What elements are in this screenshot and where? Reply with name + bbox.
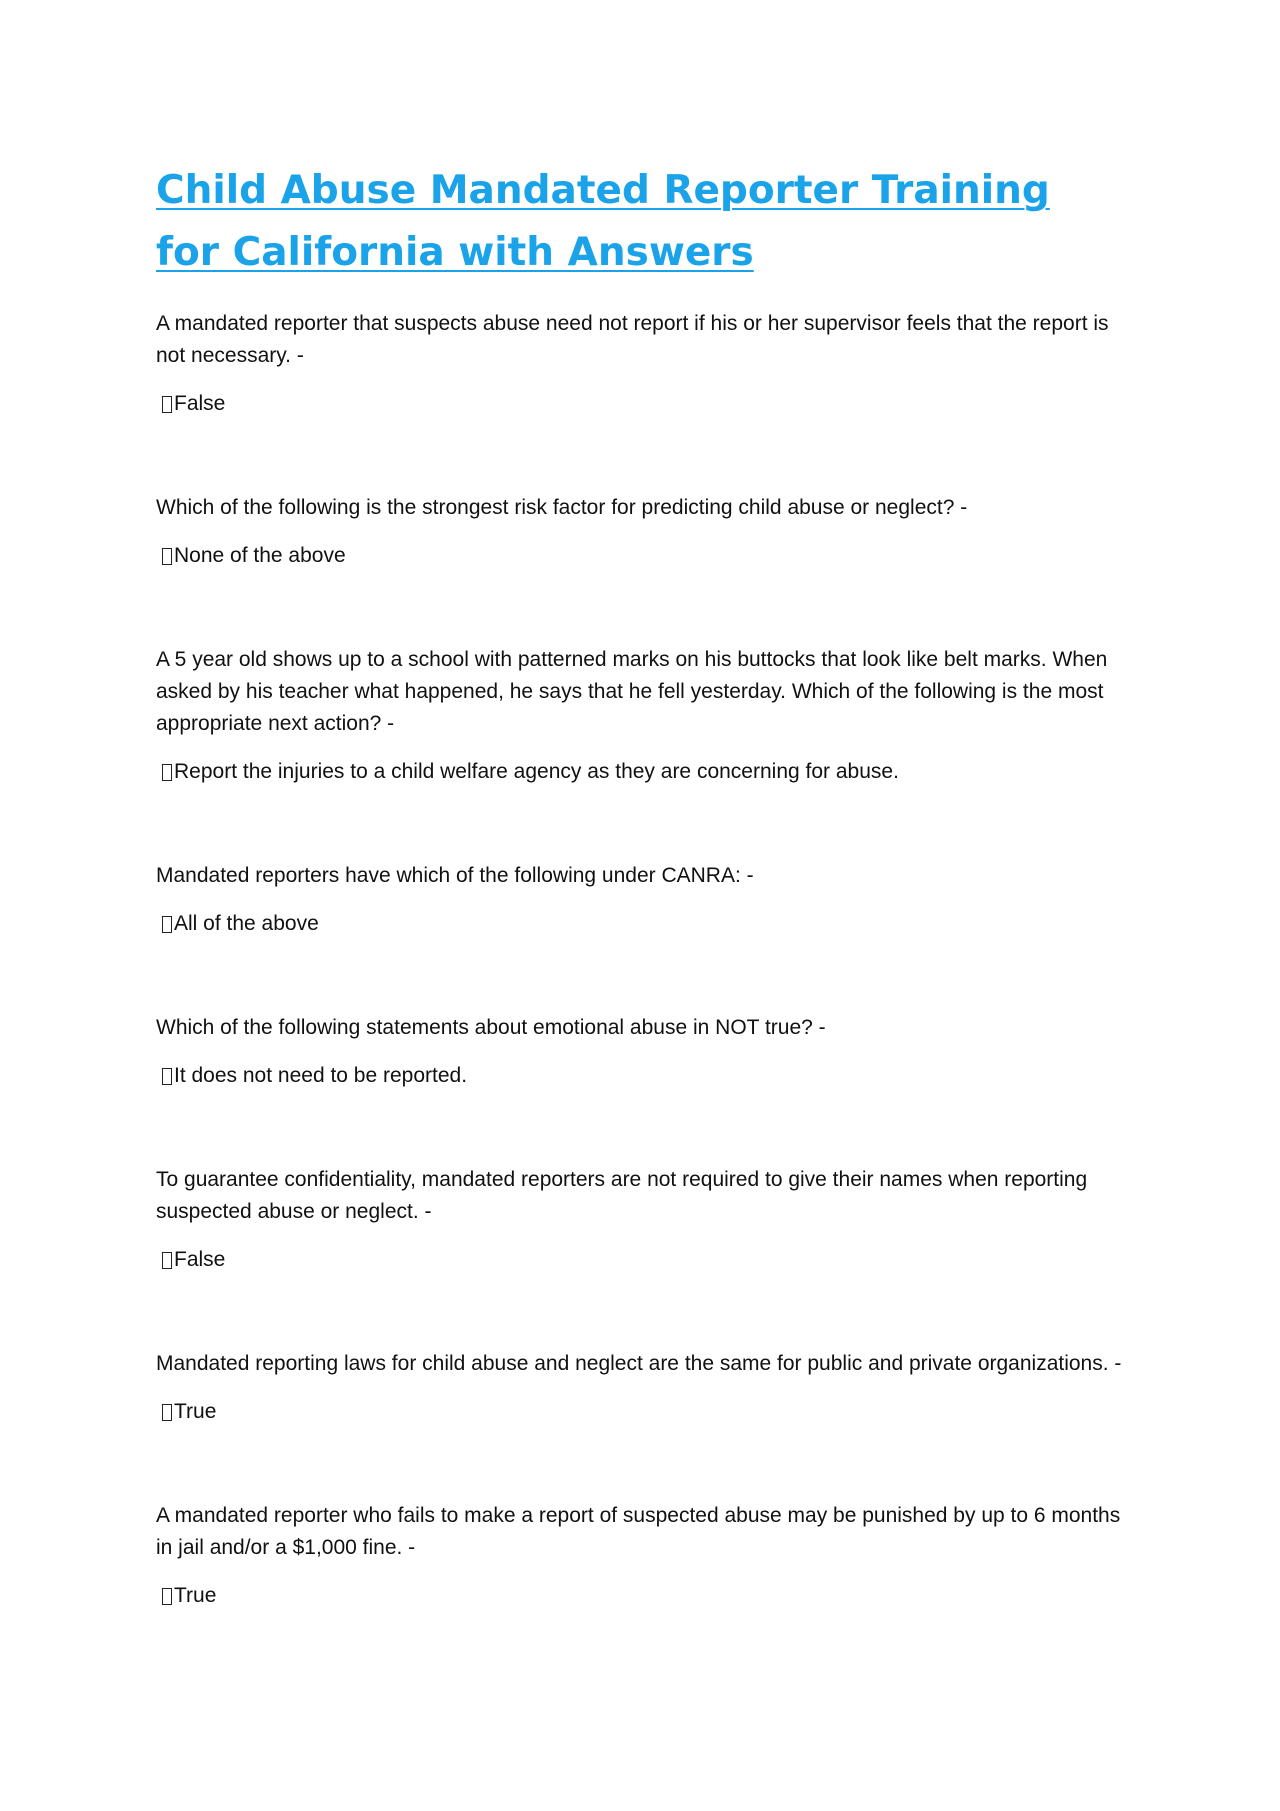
answer-row bbox=[162, 1580, 1126, 1612]
qa-item-4 bbox=[156, 860, 1126, 940]
answer-row bbox=[162, 540, 1126, 572]
question-text: Which of the following statements about emotional abuse in NOT true? - bbox=[156, 1016, 826, 1039]
answer-row bbox=[162, 1244, 1126, 1276]
question-text: Mandated reporting laws for child abuse and neglect are the same for public and private organizations. - bbox=[156, 1352, 1122, 1375]
question-text: Mandated reporters have which of the following under CANRA: - bbox=[156, 864, 754, 887]
missing-glyph-box-icon bbox=[162, 1068, 172, 1085]
answer-row bbox=[162, 908, 1126, 940]
answer-row bbox=[162, 388, 1126, 420]
qa-item-8 bbox=[156, 1500, 1126, 1612]
missing-glyph-box-icon bbox=[162, 548, 172, 565]
missing-glyph-box-icon bbox=[162, 1252, 172, 1269]
document-content bbox=[156, 160, 1126, 1684]
answer-row bbox=[162, 756, 1126, 788]
answer-text: True bbox=[174, 1400, 217, 1423]
answer-row bbox=[162, 1396, 1126, 1428]
qa-item-3 bbox=[156, 644, 1126, 788]
qa-item-1 bbox=[156, 308, 1126, 420]
answer-text: All of the above bbox=[174, 912, 319, 935]
missing-glyph-box-icon bbox=[162, 396, 172, 413]
answer-text: False bbox=[174, 1248, 226, 1271]
answer-text: None of the above bbox=[174, 544, 346, 567]
question-text: To guarantee confidentiality, mandated reporters are not required to give their names when reporting suspected abuse or neglect. - bbox=[156, 1168, 1088, 1223]
question-text: Which of the following is the strongest risk factor for predicting child abuse or neglect? - bbox=[156, 496, 968, 519]
question-text: A 5 year old shows up to a school with patterned marks on his buttocks that look like belt marks. When asked by his teacher what happened, he says that he fell yesterday. Which of the following is the most appropriate next action? - bbox=[156, 648, 1108, 735]
question-text: A mandated reporter that suspects abuse need not report if his or her supervisor feels that the report is not necessary. - bbox=[156, 312, 1109, 367]
answer-text: True bbox=[174, 1584, 217, 1607]
answer-text: False bbox=[174, 392, 226, 415]
qa-item-6 bbox=[156, 1164, 1126, 1276]
question-text: A mandated reporter who fails to make a report of suspected abuse may be punished by up to 6 months in jail and/or a $1,000 fine. - bbox=[156, 1504, 1121, 1559]
missing-glyph-box-icon bbox=[162, 1404, 172, 1421]
missing-glyph-box-icon bbox=[162, 764, 172, 781]
document-title: Child Abuse Mandated Reporter Training for California with Answers bbox=[156, 168, 1050, 275]
qa-item-5 bbox=[156, 1012, 1126, 1092]
missing-glyph-box-icon bbox=[162, 1588, 172, 1605]
answer-text: Report the injuries to a child welfare agency as they are concerning for abuse. bbox=[174, 760, 899, 783]
missing-glyph-box-icon bbox=[162, 916, 172, 933]
answer-text: It does not need to be reported. bbox=[174, 1064, 468, 1087]
answer-row bbox=[162, 1060, 1126, 1092]
qa-item-7 bbox=[156, 1348, 1126, 1428]
qa-item-2 bbox=[156, 492, 1126, 572]
